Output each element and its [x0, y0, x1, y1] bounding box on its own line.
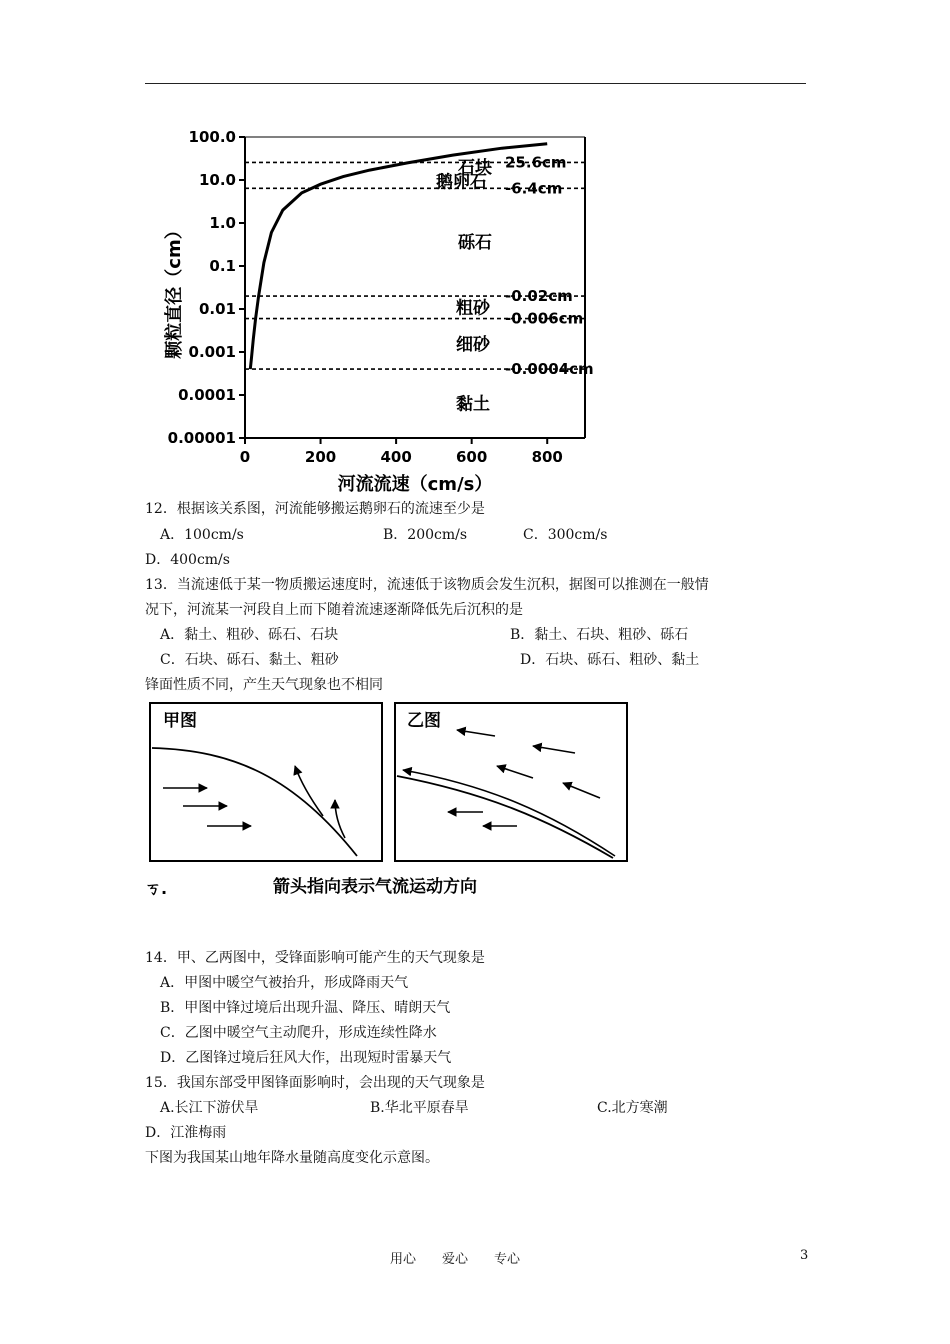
q13-option-c: C．石块、砾石、黏土、粗砂 — [160, 652, 339, 668]
q15-stem: 15．我国东部受甲图锋面影响时，会出现的天气现象是 — [145, 1075, 485, 1091]
q15-option-d: D．江淮梅雨 — [145, 1125, 227, 1141]
jia-label: 甲图 — [163, 711, 197, 731]
velocity-grain-chart — [150, 120, 600, 500]
x-tick-group — [240, 438, 563, 466]
q13-option-a: A．黏土、粗砂、砾石、石块 — [160, 627, 339, 643]
front-diagram — [145, 698, 635, 903]
q12-option-c: C．300cm/s — [523, 527, 608, 543]
stray-mark: ㄎ. — [145, 879, 168, 898]
q12-option-a: A．100cm/s — [160, 527, 244, 543]
front-intro: 锋面性质不同，产生天气现象也不相同 — [145, 677, 383, 693]
x-tick-label: 800 — [531, 448, 563, 466]
x-tick-label: 200 — [304, 448, 337, 466]
q14-stem: 14．甲、乙两图中，受锋面影响可能产生的天气现象是 — [145, 950, 485, 966]
q12-stem: 12．根据该关系图，河流能够搬运鹅卵石的流速至少是 — [145, 501, 485, 517]
y-axis-label: 颗粒直径（cm） — [164, 221, 185, 359]
x-tick-label: 600 — [456, 448, 488, 466]
zone-label: 黏土 — [456, 394, 490, 415]
header-rule — [145, 83, 806, 84]
threshold-group — [245, 153, 594, 378]
yi-label: 乙图 — [407, 711, 441, 731]
y-tick-label: 0.1 — [209, 257, 236, 275]
q15-option-a: A.长江下游伏旱 — [160, 1100, 259, 1116]
threshold-label: -6.4cm — [505, 179, 563, 198]
zone-label: 石块 — [458, 158, 492, 178]
q13-stem-line1: 13．当流速低于某一物质搬运速度时，流速低于该物质会发生沉积，据图可以推测在一般情 — [145, 577, 709, 593]
threshold-label: -0.02cm — [505, 287, 573, 306]
footer-motto: 用心 爱心 专心 — [390, 1252, 521, 1267]
y-tick-label: 100.0 — [188, 128, 236, 146]
q14-option-a: A．甲图中暖空气被抬升，形成降雨天气 — [160, 975, 409, 991]
zone-label-group — [436, 157, 492, 415]
zone-label: 细砂 — [456, 334, 490, 355]
q15-option-b: B.华北平原春旱 — [370, 1100, 469, 1116]
x-tick-label: 400 — [380, 448, 412, 466]
q13-option-d: D．石块、砾石、粗砂、黏土 — [520, 652, 700, 668]
jia-panel — [150, 703, 382, 861]
q14-option-b: B．甲图中锋过境后出现升温、降压、晴朗天气 — [160, 1000, 451, 1016]
x-tick-label: 0 — [239, 448, 251, 466]
yi-panel — [395, 703, 627, 861]
threshold-label: 25.6cm — [505, 153, 567, 172]
y-tick-label: 0.0001 — [178, 386, 236, 404]
page-number: 3 — [800, 1248, 809, 1263]
q12-option-b: B．200cm/s — [383, 527, 468, 543]
y-tick-label: 0.001 — [188, 343, 236, 361]
q14-option-d: D．乙图锋过境后狂风大作，出现短时雷暴天气 — [160, 1050, 452, 1066]
y-tick-label: 10.0 — [198, 171, 236, 189]
q13-stem-line2: 况下，河流某一河段自上而下随着流速逐渐降低先后沉积的是 — [145, 602, 523, 618]
zone-label: 砾石 — [458, 233, 492, 254]
velocity-curve — [250, 144, 547, 369]
diagram-caption: 箭头指向表示气流运动方向 — [273, 877, 477, 897]
q13-option-b: B．黏土、石块、粗砂、砾石 — [510, 627, 689, 643]
zone-label: 鹅卵石 — [436, 172, 487, 193]
q14-option-c: C．乙图中暖空气主动爬升，形成连续性降水 — [160, 1025, 437, 1041]
threshold-label: -0.0004cm — [505, 360, 594, 379]
precip-intro: 下图为我国某山地年降水量随高度变化示意图。 — [145, 1150, 439, 1166]
y-tick-label: 0.00001 — [167, 429, 236, 447]
threshold-label: -0.006cm — [505, 309, 584, 328]
zone-label: 粗砂 — [456, 298, 490, 319]
q15-option-c: C.北方寒潮 — [597, 1100, 668, 1116]
y-tick-label: 0.01 — [198, 300, 236, 318]
q12-option-d: D．400cm/s — [145, 552, 230, 568]
x-axis-label: 河流流速（cm/s） — [337, 474, 493, 495]
y-tick-label: 1.0 — [209, 214, 236, 232]
